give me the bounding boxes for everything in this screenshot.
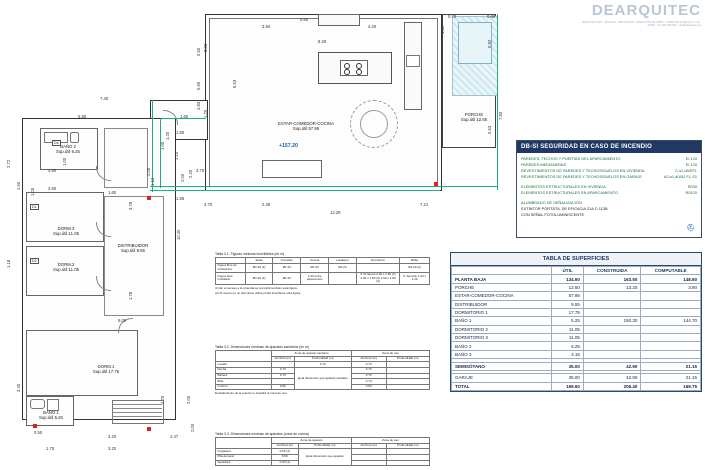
cell-computable: 3.90: [641, 283, 701, 291]
fire-row-value: A2-s1,d0/A2 FL-S1: [663, 174, 697, 180]
dim-3-78: 3.78: [128, 201, 133, 210]
col-1: Anchura (m): [272, 356, 295, 362]
cell-computable: [641, 308, 701, 316]
dim-0-68: 0.68: [487, 14, 496, 19]
kitchen-upper-counter: [318, 14, 360, 26]
cell: Ø1.20 (1): [245, 263, 273, 272]
dim-13-29: 13.29: [330, 210, 341, 215]
fire-row-value: C-s2,d0/EFL: [675, 168, 697, 174]
company-logo: [581, 2, 701, 27]
cell-util: 11.05: [552, 334, 584, 342]
spec-caption: Tabla 3.3. Dimensiones mínimas de aparatos (zona de cocina): [215, 432, 309, 436]
cell: 0.70: [272, 367, 295, 373]
cell: Ø1.20: [329, 263, 357, 272]
cell: 0.80: [272, 384, 295, 390]
cell: [329, 272, 357, 285]
dim-2-20: 2.20: [188, 169, 193, 178]
cell: Igual dimensión que aparato sanitario: [294, 367, 351, 390]
table-row: [452, 350, 701, 358]
cell-util: 57.95: [552, 292, 584, 300]
dim-0-50: 0.50: [34, 430, 43, 435]
cell: 0.70: [272, 373, 295, 379]
dim-0-60a: 0.60: [300, 17, 309, 22]
cell-util: 134.60: [552, 275, 584, 283]
col-2: Profundidad (m): [298, 443, 351, 449]
cell-construida: [583, 334, 640, 342]
sofa: [262, 160, 322, 178]
label-distribuidor: DISTRIBUIDOR Sup.útil 9.55: [117, 243, 149, 254]
fire-row2-label: ELEMENTOS ESTRUCTURALES EN APARCAMIENTO: [521, 190, 619, 196]
fire-marker: [147, 427, 151, 431]
plot-line-left: [160, 118, 161, 188]
cell-computable: [641, 334, 701, 342]
col-1: Anchura (m): [272, 443, 299, 449]
fire-row2-value: R030: [687, 184, 697, 190]
plot-line-horizontal-2: [150, 190, 440, 191]
dim-0-70: 0.70: [448, 14, 457, 19]
cell: 0.70: [351, 362, 386, 368]
col-construida: CONSTRUIDA: [583, 267, 640, 275]
logo-subtitle: ARQUITECTURA · TÉCNICA · PROYECTOS · DIRECCIÓN DE OBRA · LICENCIAS C/ Ejemplo nº 00 · 00000 · Tel. 000 000 000 · info@dearquitec.es: [581, 21, 701, 28]
dim-3-03: 3.03: [203, 43, 208, 52]
cell-util: 35.00: [552, 374, 584, 382]
cell: Ø1.20 (2): [400, 263, 430, 272]
dim-7-21: 7.21: [420, 202, 429, 207]
cell-label: DORMITORIO 3: [452, 334, 552, 342]
cell-label: TOTAL: [452, 382, 552, 390]
dim-6-53: 6.53: [232, 79, 237, 88]
label-bano-2: BAÑO 2 Sup.útil 6.25: [56, 144, 80, 155]
surfaces-table-grid: [451, 266, 701, 391]
fire-row2-label: ELEMENTOS ESTRUCTURALES EN VIVIENDA: [521, 184, 606, 190]
cell-util: 11.05: [552, 325, 584, 333]
cell-computable: 21.15: [641, 374, 701, 382]
marker-d2: D2: [32, 259, 37, 263]
dim-0-60b: 0.60: [196, 47, 201, 56]
table-row: [452, 342, 701, 350]
cell-label: DORMITORIO 1: [452, 308, 552, 316]
dim-1-50: 1.50: [16, 181, 21, 190]
plot-line-vertical-2: [497, 14, 498, 190]
room-dorm-1: [26, 330, 138, 396]
col-6: Baño: [400, 258, 430, 264]
col-3: Cocina: [301, 258, 329, 264]
spec-grid: [215, 257, 430, 285]
col-group-2: Zona de uso: [351, 351, 429, 357]
dim-7-40: 7.40: [100, 96, 109, 101]
col-name: [452, 267, 552, 275]
cell-util: 3.15: [552, 350, 584, 358]
dim-1-20b: 1.20: [165, 131, 170, 140]
col-group-0: [216, 351, 272, 362]
table-row: [452, 325, 701, 333]
dim-10-40: 10.40: [176, 229, 181, 240]
dim-4-70: 4.70: [160, 395, 165, 404]
cell-util: 6.25: [552, 342, 584, 350]
table-row: [452, 292, 701, 300]
cell: 1.60 entre paramentos: [301, 272, 329, 285]
table-row: [452, 334, 701, 342]
marker-d1: D1: [32, 205, 37, 209]
cell: [386, 384, 429, 390]
marker-d4: D4: [54, 141, 59, 145]
fire-marker: [147, 196, 151, 200]
cooktop-burner: [344, 69, 350, 75]
dim-4-20: 4.20: [368, 24, 377, 29]
fire-safety-box: [516, 140, 702, 238]
table-row: [452, 374, 701, 382]
cell-construida: [583, 308, 640, 316]
cell-util: 169.60: [552, 382, 584, 390]
cell-util: 17.75: [552, 308, 584, 316]
dim-1-80: 1.80: [176, 130, 185, 135]
dim-2-38: 2.38: [262, 202, 271, 207]
table-row-total: [452, 382, 701, 390]
cell: Pila de lavar: [216, 454, 272, 460]
dim-7-83: 7.83: [498, 111, 503, 120]
col-1: Estar: [245, 258, 273, 264]
col-2: Profundidad (m): [294, 356, 351, 362]
cell-computable: 144.70: [641, 317, 701, 325]
dim-1-85: 1.85: [176, 196, 185, 201]
fire-row-label: REVESTIMIENTOS DE PAREDES Y TECHOS/SUELOS EN VIVIENDA: [521, 168, 645, 174]
cell: [351, 460, 386, 466]
spec-table-3-1: [215, 252, 430, 297]
dim-0-92: 0.92: [487, 39, 492, 48]
dim-3-20b: 3.20: [108, 446, 117, 451]
table-row: [452, 300, 701, 308]
cell-util: 35.00: [552, 362, 584, 370]
spec-note: (2) Al menos en un dormitorio doble podrá inscribirse esta figura.: [215, 291, 302, 296]
cell-label: DISTRIBUIDOR: [452, 300, 552, 308]
cell: 0.70: [294, 362, 351, 368]
cell-util: 5.25: [552, 317, 584, 325]
label-dorm-1: DORM.1 Sup.útil 17.75: [92, 364, 120, 375]
spec-grid: [215, 350, 430, 390]
table-header-row: [452, 267, 701, 275]
col-group-1: Zona de aparato: [272, 438, 352, 444]
cell: 0.70: [351, 379, 386, 385]
cell-construida: 42.90: [583, 374, 640, 382]
dim-1-60a: 1.60: [180, 114, 189, 119]
cell-label: BAÑO 2: [452, 342, 552, 350]
col-group-0: [216, 438, 272, 449]
dim-2-00a: 2.00: [180, 173, 185, 182]
col-computable: COMPUTABLE: [641, 267, 701, 275]
dim-2-00c: 2.00: [146, 167, 151, 176]
surfaces-table: [450, 252, 702, 392]
cell: [356, 263, 399, 272]
cell: 0.70: [351, 373, 386, 379]
dim-3-94: 3.94: [262, 24, 271, 29]
col-5: Dormitorio: [356, 258, 399, 264]
cell: 0.50: [272, 454, 299, 460]
cell: Bañera: [216, 373, 272, 379]
cell-label: BAÑO 3: [452, 350, 552, 358]
cell-construida: 42.90: [583, 362, 640, 370]
table-row: [216, 263, 430, 272]
cell-construida: [583, 325, 640, 333]
cell-computable: 21.15: [641, 362, 701, 370]
cell: 0.70 lateral 2.00 x 2.60 (2) 2.00 x 1.80 (3) 2.00 x 1.80 (4): [356, 272, 399, 285]
cell-construida: [583, 300, 640, 308]
cell-computable: [641, 350, 701, 358]
spec-caption: Tabla 3.2. Dimensiones mínimas de aparatos sanitarios (en m): [215, 345, 310, 349]
dim-0-60c: 0.60: [196, 81, 201, 90]
cell: Inodoro: [216, 384, 272, 390]
fire-row-value: EI 120: [685, 162, 697, 168]
col-2: Comedor: [273, 258, 301, 264]
fire-note: ALUMBRADO DE SEÑALIZACIÓN: [521, 200, 582, 206]
dim-3-20a: 3.20: [108, 434, 117, 439]
cell: 0.60 (1): [272, 460, 299, 466]
dim-3-90b: 3.90: [48, 186, 57, 191]
col-4: Profundidad (m): [386, 443, 429, 449]
dim-1-78: 1.78: [128, 291, 133, 300]
plot-line-horizontal: [150, 186, 498, 187]
dim-1-47: 1.47: [170, 434, 179, 439]
dim-1-20: 1.20: [203, 109, 208, 118]
cell: Ducha: [216, 367, 272, 373]
dim-5-80: 5.80: [78, 114, 87, 119]
col-3: Anchura (m): [351, 443, 386, 449]
spec-grid: [215, 437, 430, 466]
fire-safety-title: DB-SI SEGURIDAD EN CASO DE INCENDIO: [517, 141, 701, 153]
surfaces-table-title: TABLA DE SUPERFICIES: [451, 253, 701, 266]
cell-construida: [583, 292, 640, 300]
cell-computable: [641, 300, 701, 308]
cell-label: DORMITORIO 2: [452, 325, 552, 333]
label-level: +157.20: [279, 143, 298, 149]
cooktop-burner: [356, 69, 362, 75]
cell-computable: [641, 292, 701, 300]
cell-util: 9.55: [552, 300, 584, 308]
label-bano-1: BAÑO 1 Sup.útil 5.25: [39, 410, 63, 421]
dim-1-10: 1.10: [150, 177, 155, 186]
spec-note: El abatimiento de la puerta no invadirá la zona de uso.: [215, 390, 288, 395]
dim-1-18: 1.18: [6, 259, 11, 268]
label-dorm-3: DORM.3 Sup.útil 11.05: [53, 226, 79, 237]
cell: Figura libre de obstáculos: [216, 263, 246, 272]
fire-note: EXTINTOR PORTÁTIL DE EFICACIA 21A O 113B: [521, 206, 608, 212]
spec-table-3-2: [215, 345, 430, 397]
dim-2-10: 2.10: [174, 151, 179, 160]
cell-computable: [641, 325, 701, 333]
cell: Ø1.20 (1): [245, 272, 273, 285]
cell: Ø1.20: [273, 263, 301, 272]
cell-label: PORCHE: [452, 283, 552, 291]
cell-construida: 163.50: [583, 275, 640, 283]
cell: 0.60 (1): [272, 449, 299, 455]
dim-1-60b: 1.60: [108, 190, 117, 195]
cell: Figura ante mobiliario: [216, 272, 246, 285]
cell-computable: 169.75: [641, 382, 701, 390]
table-row: [452, 308, 701, 316]
dim-1-70: 1.70: [46, 446, 55, 451]
dim-1-00c: 1.00: [30, 187, 35, 196]
cell-util: 12.60: [552, 283, 584, 291]
table-row: [452, 283, 701, 291]
cell: Ø1.20: [301, 263, 329, 272]
cell-label: GARAJE: [452, 374, 552, 382]
col-3: Anchura (m): [351, 356, 386, 362]
cell-construida: [583, 350, 640, 358]
dim-8-29: 8.29: [318, 39, 327, 44]
cell-label: PLANTA BAJA: [452, 275, 552, 283]
dim-1-00: 1.00: [160, 141, 165, 150]
col-4: Profundidad (m): [386, 356, 429, 362]
logo-brand: DEARQUITEC: [591, 2, 701, 19]
table-row: [452, 275, 701, 283]
dim-5-53: 5.53: [487, 125, 492, 134]
cell: Bidé: [216, 379, 272, 385]
cell: 0.80: [351, 384, 386, 390]
fire-row-label: PAREDES MEDIANERAS: [521, 162, 567, 168]
label-porche: PORCHE Sup.útil 12.65: [460, 112, 488, 123]
fire-marker: [33, 424, 37, 428]
room-distribuidor: [104, 196, 164, 316]
cell-label: ESTAR-COMEDOR-COCINA: [452, 292, 552, 300]
label-dorm-2: DORM.2 Sup.útil 11.05: [53, 262, 79, 273]
table-row: [452, 317, 701, 325]
fire-marker: [434, 182, 438, 186]
spec-caption: Tabla 3.1. Figuras mínimas inscribibles (en m): [215, 252, 285, 256]
fire-note: CON SEÑAL FOTOLUMINISCENTE: [521, 212, 585, 218]
cell-construida: 150.30: [583, 317, 640, 325]
table-row: [216, 272, 430, 285]
spec-note: (1) En el acceso a la vivienda se cumplirá también esta figura.: [215, 285, 298, 290]
col-util: ÚTIL: [552, 267, 584, 275]
dim-3-70b: 3.70: [204, 202, 213, 207]
cell: Ø1.20: [273, 272, 301, 285]
dim-3-40: 3.40: [16, 383, 21, 392]
table-row: [452, 362, 701, 370]
dim-5-00: 5.00: [118, 318, 127, 323]
fire-row-label: REVESTIMIENTOS DE PAREDES Y TECHOS/SUELOS EN GARAJE: [521, 174, 642, 180]
fire-row-label: PAREDES, TECHOS Y PUERTAS DEL APARCAMIENTO: [521, 156, 621, 161]
label-estar-comedor-cocina: ESTAR-COMEDOR-COCINA Sup.útil 57.95: [277, 121, 335, 132]
dim-3-90a: 3.90: [48, 168, 57, 173]
cell-construida: [583, 342, 640, 350]
cell-label: BAÑO 1: [452, 317, 552, 325]
dim-2-00b: 2.00: [186, 395, 191, 404]
fire-safety-body: [517, 153, 701, 221]
cell: 0.70: [351, 367, 386, 373]
cell: Lavabo: [216, 362, 272, 368]
fire-row-value: EI 120: [685, 156, 697, 161]
extinguisher-icon: ⛑: [686, 225, 695, 232]
dim-1-35: 1.35: [440, 25, 445, 34]
cell-computable: [641, 342, 701, 350]
cell: 0. Sencillo 1.20 x 1.20: [400, 272, 430, 285]
dim-2-00d: 2.00: [190, 423, 195, 432]
cell-construida: 13.20: [583, 283, 640, 291]
col-group-1: Zona de aparato sanitario: [272, 351, 352, 357]
spec-table-3-3: [215, 432, 430, 466]
cell-construida: 206.40: [583, 382, 640, 390]
washbasin-icon: [30, 399, 45, 409]
dim-1-00b: 1.00: [62, 157, 67, 166]
kitchen-sink: [406, 55, 420, 67]
cell: Igual dimensión que aparato: [298, 449, 351, 466]
cell: [386, 460, 429, 466]
cell-computable: 148.60: [641, 275, 701, 283]
toilet-icon: [70, 132, 79, 143]
col-group-2: Zona de uso: [351, 438, 429, 444]
dim-3-70a: 3.70: [196, 168, 205, 173]
dim-2-72: 2.72: [6, 159, 11, 168]
cell: Fregadero: [216, 449, 272, 455]
cell: Secadora: [216, 460, 272, 466]
dim-4-83: 4.83: [196, 101, 201, 110]
col-4: Lavadero: [329, 258, 357, 264]
fire-row2-value: R0120: [685, 190, 697, 196]
cell-label: SEMISÓTANO: [452, 362, 552, 370]
